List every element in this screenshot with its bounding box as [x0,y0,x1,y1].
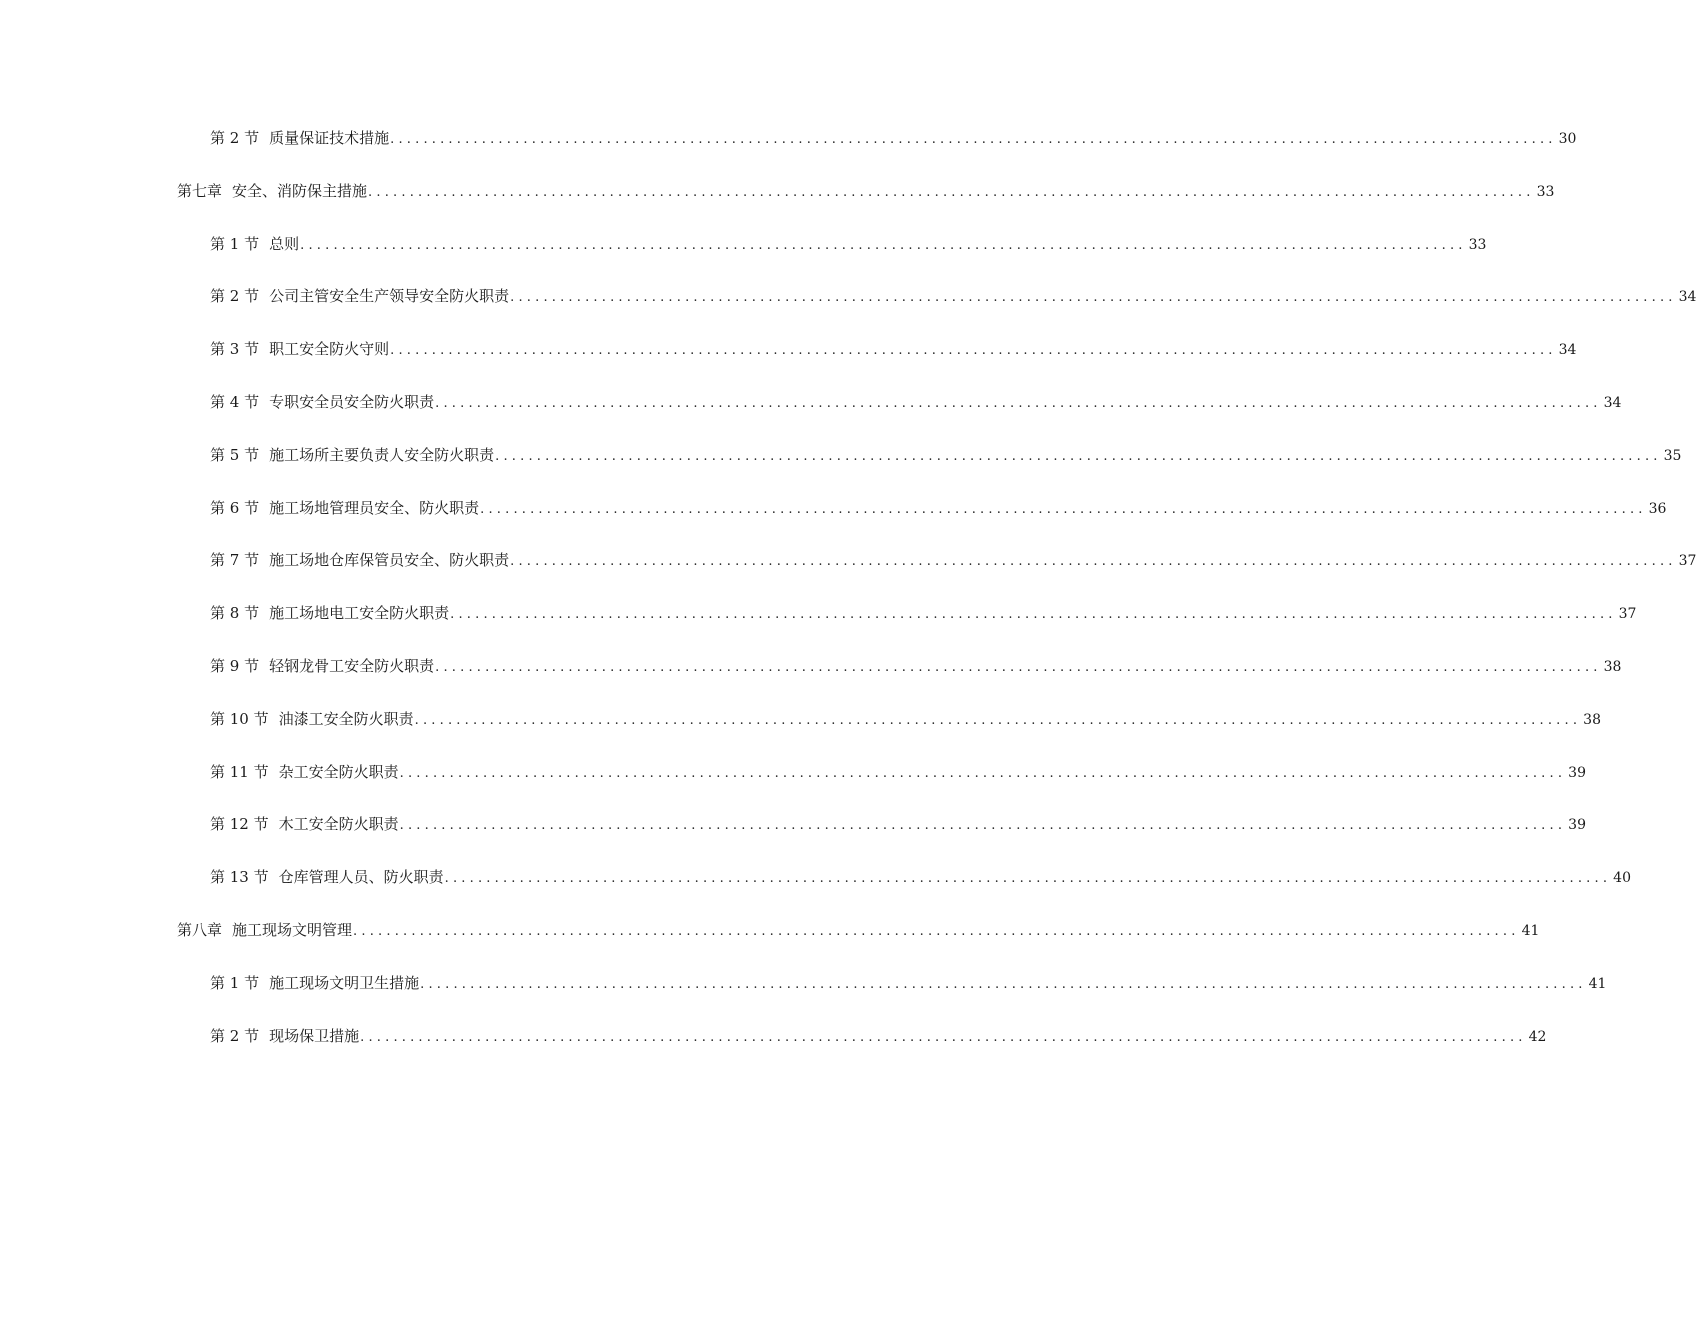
toc-entry[interactable] [0,652,1622,705]
toc-entry-number: 第 4 节 [210,392,260,411]
toc-entry-label [210,1022,359,1050]
toc-dot-leader: ............................................................................................................................................ [399,818,1567,834]
toc-dot-leader: ............................................................................................................................................ [390,132,1557,147]
toc-entry-title: 公司主管安全生产领导安全防火职责 [269,287,510,306]
toc-entry-label [210,335,389,363]
toc-entry-number: 第八章 [177,920,223,939]
toc-dot-leader: ............................................................................................................................................ [390,343,1557,359]
toc-entry-number: 第 10 节 [210,709,269,728]
toc-entry-title: 仓库管理人员、防火职责 [278,868,444,887]
toc-entry-number: 第 5 节 [210,445,260,464]
toc-entry-page: 39 [1568,764,1586,781]
toc-entry[interactable] [0,810,1586,863]
toc-entry[interactable] [0,441,1682,494]
toc-dot-leader: ............................................................................................................................................ [300,237,1467,253]
toc-entry-label [177,916,352,944]
toc-entry-page: 40 [1613,870,1631,887]
table-of-contents [0,124,1696,1074]
toc-entry[interactable] [0,916,1540,969]
toc-dot-leader: ............................................................................................................................................ [510,290,1677,306]
toc-entry-label [210,124,389,152]
toc-dot-leader: ............................................................................................................................................ [510,554,1677,570]
toc-entry-label [210,969,419,997]
toc-entry-label [177,177,367,205]
toc-entry-label [210,546,509,574]
toc-entry-page: 39 [1568,817,1586,834]
toc-entry-page: 34 [1678,289,1696,306]
toc-dot-leader: ............................................................................................................................................ [435,395,1602,411]
toc-entry[interactable] [0,546,1696,599]
toc-dot-leader: ............................................................................................................................................ [444,871,1612,887]
toc-entry-page: 34 [1558,342,1577,359]
toc-dot-leader: ............................................................................................................................................ [414,712,1582,728]
toc-dot-leader: ............................................................................................................................................ [450,607,1617,623]
toc-entry[interactable] [0,494,1667,547]
toc-entry-title: 总则 [269,234,300,253]
toc-dot-leader: ............................................................................................................................................ [480,501,1647,517]
toc-entry-label [210,599,449,627]
toc-entry-page: 35 [1663,447,1682,464]
toc-entry-page: 33 [1536,183,1555,200]
toc-entry-title: 安全、消防保主措施 [232,181,368,200]
toc-entry-label [210,810,399,838]
toc-entry-title: 专职安全员安全防火职责 [269,392,435,411]
toc-entry-number: 第 1 节 [210,973,260,992]
toc-dot-leader: ............................................................................................................................................ [420,976,1587,992]
toc-dot-leader: ............................................................................................................................................ [399,765,1567,781]
toc-entry[interactable] [0,599,1637,652]
toc-entry-page: 38 [1583,711,1601,728]
toc-entry-number: 第 9 节 [210,656,260,675]
toc-entry-number: 第 13 节 [210,868,269,887]
toc-entry-label [210,758,399,786]
toc-entry[interactable] [0,969,1607,1022]
toc-entry-number: 第 11 节 [210,762,269,781]
toc-entry-title: 质量保证技术措施 [269,129,390,147]
toc-entry-number: 第 8 节 [210,604,260,623]
toc-entry-number: 第 6 节 [210,498,260,517]
toc-entry[interactable] [0,705,1601,758]
toc-entry-title: 施工场地电工安全防火职责 [269,604,450,623]
toc-entry-page: 33 [1468,236,1487,253]
toc-entry-title: 施工现场文明管理 [232,920,353,939]
toc-entry-number: 第 7 节 [210,551,260,570]
toc-entry-label [210,705,414,733]
toc-entry[interactable] [0,758,1586,811]
toc-entry-page: 37 [1618,606,1637,623]
toc-entry-title: 施工场所主要负责人安全防火职责 [269,445,495,464]
toc-entry-label [210,282,509,310]
toc-entry-number: 第 2 节 [210,129,260,147]
toc-entry-number: 第七章 [177,181,223,200]
toc-entry[interactable] [0,230,1487,283]
toc-entry-title: 轻钢龙骨工安全防火职责 [269,656,435,675]
toc-entry-title: 油漆工安全防火职责 [278,709,414,728]
toc-dot-leader: ............................................................................................................................................ [368,184,1535,200]
toc-entry-title: 职工安全防火守则 [269,340,390,359]
toc-entry-label [210,230,299,258]
toc-entry-number: 第 2 节 [210,287,260,306]
toc-dot-leader: ............................................................................................................................................ [495,448,1662,464]
toc-entry-number: 第 12 节 [210,815,269,834]
toc-entry-label [210,388,434,416]
toc-entry[interactable] [0,282,1696,335]
toc-entry-number: 第 1 节 [210,234,260,253]
toc-entry-label [210,863,444,891]
toc-entry-page: 36 [1648,500,1667,517]
toc-entry-title: 施工场地管理员安全、防火职责 [269,498,480,517]
toc-entry-title: 木工安全防火职责 [278,815,399,834]
toc-entry-page: 38 [1603,658,1622,675]
toc-entry-page: 30 [1558,131,1577,147]
toc-entry[interactable] [0,1022,1547,1075]
toc-entry-label [210,441,494,469]
toc-entry-page: 41 [1588,975,1607,992]
toc-entry[interactable] [0,335,1577,388]
toc-entry-page: 37 [1678,553,1696,570]
toc-entry[interactable] [0,388,1622,441]
toc-entry-page: 41 [1521,922,1540,939]
toc-entry-label [210,494,479,522]
toc-entry-page: 34 [1603,394,1622,411]
toc-entry-number: 第 3 节 [210,340,260,359]
toc-dot-leader: ............................................................................................................................................ [435,659,1602,675]
toc-entry-label [210,652,434,680]
toc-entry-title: 施工现场文明卫生措施 [269,973,420,992]
toc-entry[interactable] [0,177,1555,230]
toc-entry-title: 现场保卫措施 [269,1026,360,1045]
toc-entry-number: 第 2 节 [210,1026,260,1045]
toc-entry-title: 杂工安全防火职责 [278,762,399,781]
toc-entry-page: 42 [1528,1028,1547,1045]
toc-entry-title: 施工场地仓库保管员安全、防火职责 [269,551,510,570]
toc-dot-leader: ............................................................................................................................................ [360,1029,1527,1045]
toc-entry[interactable] [0,863,1631,916]
toc-entry[interactable] [0,124,1577,177]
toc-dot-leader: ............................................................................................................................................ [353,923,1520,939]
